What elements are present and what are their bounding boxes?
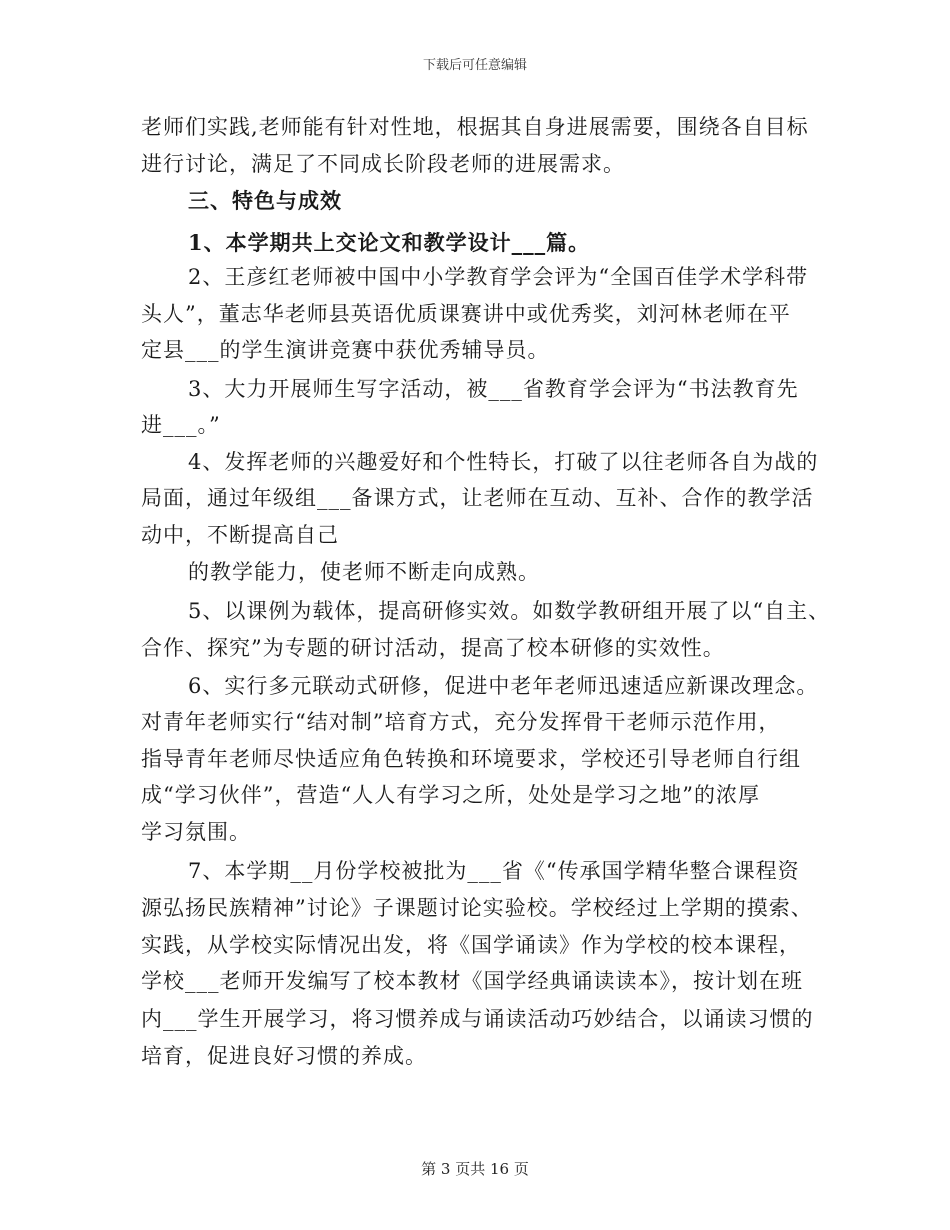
text-line: 4、发挥老师的兴趣爱好和个性特长，打破了以往老师各自为战的	[188, 450, 819, 474]
text-line: 实践，从学校实际情况出发，将《国学诵读》作为学校的校本课程，	[141, 933, 801, 957]
text-line: 进___。”	[141, 413, 221, 437]
text-line: 动中，不断提高自己	[141, 523, 339, 547]
text-line: 局面，通过年级组___备课方式，让老师在互动、互补、合作的教学活	[141, 486, 814, 510]
text-line: 指导青年老师尽快适应角色转换和环境要求，学校还引导老师自行组	[141, 747, 801, 771]
page-footer: 第 3 页共 16 页	[421, 1160, 529, 1178]
text-line: 头人”，董志华老师县英语优质课赛讲中或优秀奖，刘河林老师在平	[141, 302, 791, 326]
text-line: 老师们实践,老师能有针对性地，根据其自身进展需要，围绕各自目标	[141, 115, 809, 139]
text-line: 7、本学期__月份学校被批为___省《“传承国学精华整合课程资	[188, 859, 800, 883]
text-line: 学习氛围。	[141, 820, 251, 844]
text-line: 的教学能力，使老师不断走向成熟。	[188, 560, 540, 584]
text-line: 1、本学期共上交论文和教学设计___篇。	[188, 230, 591, 255]
text-line: 3、大力开展师生写字活动，被___省教育学会评为“书法教育先	[188, 377, 799, 401]
text-line: 对青年老师实行“结对制”培育方式，充分发挥骨干老师示范作用，	[141, 710, 781, 734]
text-line: 6、实行多元联动式研修，促进中老年老师迅速适应新课改理念。	[188, 674, 819, 698]
page-header: 下载后可任意编辑	[422, 58, 527, 73]
text-line: 合作、探究”为专题的研讨活动，提高了校本研修的实效性。	[141, 636, 725, 660]
text-line: 学校___老师开发编写了校本教材《国学经典诵读读本》，按计划在班	[141, 969, 803, 993]
text-line: 成“学习伙伴”，营造“人人有学习之所，处处是学习之地”的浓厚	[141, 783, 760, 807]
text-line: 定县___的学生演讲竞赛中获优秀辅导员。	[141, 338, 550, 362]
text-line: 源弘扬民族精神”讨论》子课题讨论实验校。学校经过上学期的摸索、	[141, 896, 813, 920]
text-line: 5、以课例为载体，提高研修实效。如数学教研组开展了以“自主、	[188, 599, 831, 623]
text-line: 内___学生开展学习，将习惯养成与诵读活动巧妙结合，以诵读习惯的	[141, 1007, 814, 1031]
text-line: 进行讨论，满足了不同成长阶段老师的进展需求。	[141, 152, 625, 176]
text-line: 2、王彦红老师被中国中小学教育学会评为“全国百佳学术学科带	[188, 265, 809, 289]
text-line: 培育，促进良好习惯的养成。	[141, 1044, 427, 1068]
text-line: 三、特色与成效	[188, 188, 342, 213]
